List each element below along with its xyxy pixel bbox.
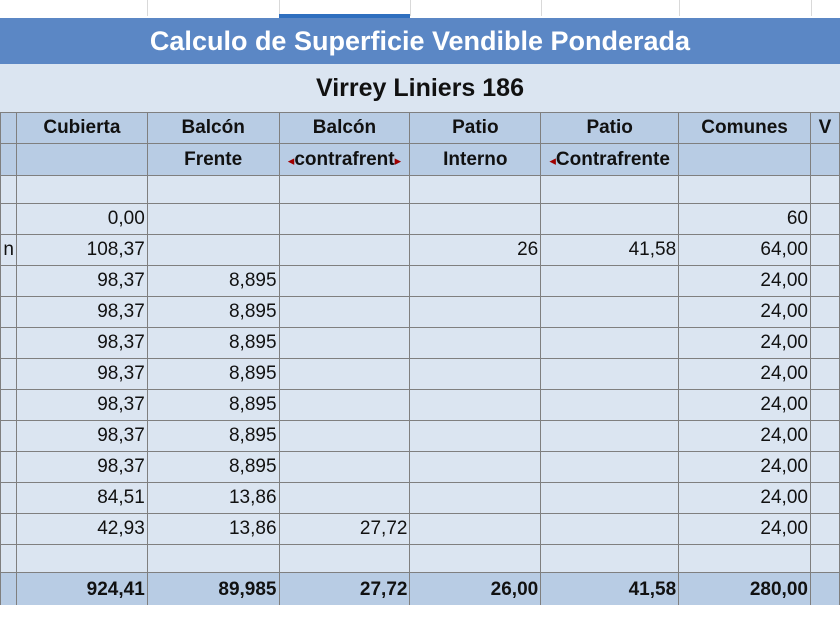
cell[interactable]	[541, 545, 679, 573]
cell[interactable]: 98,37	[16, 359, 147, 390]
cell[interactable]: 8,895	[147, 297, 279, 328]
spacer-row	[1, 545, 840, 573]
cell[interactable]: 64,00	[679, 235, 811, 266]
cell[interactable]: Frente	[147, 144, 279, 176]
cell[interactable]: 924,41	[16, 573, 147, 607]
cell[interactable]	[147, 204, 279, 235]
cell[interactable]: Interno	[410, 144, 541, 176]
table-row	[1, 514, 840, 545]
cell[interactable]	[541, 514, 679, 545]
table-row	[1, 204, 840, 235]
cell[interactable]	[679, 545, 811, 573]
sheet-title[interactable]: Calculo de Superficie Vendible Ponderada	[0, 18, 840, 64]
cell[interactable]: 98,37	[16, 328, 147, 359]
below-sheet-area	[0, 605, 840, 630]
table-row	[1, 483, 840, 514]
cell[interactable]: 8,895	[147, 421, 279, 452]
cell[interactable]: 98,37	[16, 266, 147, 297]
cell[interactable]	[1, 297, 17, 328]
table-row	[1, 266, 840, 297]
cell[interactable]	[541, 452, 679, 483]
cell[interactable]	[810, 144, 839, 176]
cell[interactable]: 27,72	[279, 573, 410, 607]
cell[interactable]: 24,00	[679, 359, 811, 390]
table-row	[1, 328, 840, 359]
cell[interactable]: 13,86	[147, 514, 279, 545]
cell[interactable]: 60	[679, 204, 811, 235]
cell[interactable]	[279, 266, 410, 297]
header-text: Contrafrente	[555, 148, 670, 170]
totals-row	[1, 573, 840, 607]
cell[interactable]: 24,00	[679, 452, 811, 483]
cell[interactable]	[1, 483, 17, 514]
cell[interactable]	[1, 514, 17, 545]
cell[interactable]	[410, 514, 541, 545]
cell[interactable]	[279, 235, 410, 266]
cell[interactable]	[810, 359, 839, 390]
cell[interactable]	[147, 235, 279, 266]
cell[interactable]	[1, 390, 17, 421]
cell[interactable]	[279, 144, 410, 176]
table-row	[1, 297, 840, 328]
cell[interactable]: 24,00	[679, 421, 811, 452]
cell[interactable]	[147, 545, 279, 573]
cell[interactable]: Cubierta	[16, 113, 147, 144]
cell[interactable]	[541, 176, 679, 204]
cell[interactable]	[410, 483, 541, 514]
cell[interactable]: 27,72	[279, 514, 410, 545]
cell[interactable]	[541, 204, 679, 235]
cell[interactable]	[147, 176, 279, 204]
cell[interactable]: 24,00	[679, 514, 811, 545]
cell[interactable]: 24,00	[679, 328, 811, 359]
cell[interactable]	[1, 573, 17, 607]
cell[interactable]: 8,895	[147, 390, 279, 421]
header-row	[1, 144, 840, 176]
cell[interactable]	[1, 452, 17, 483]
cell[interactable]	[279, 452, 410, 483]
cell[interactable]: 280,00	[679, 573, 811, 607]
cell[interactable]	[541, 328, 679, 359]
cell[interactable]: 89,985	[147, 573, 279, 607]
cell[interactable]: 8,895	[147, 359, 279, 390]
cell[interactable]	[279, 328, 410, 359]
cell[interactable]	[410, 545, 541, 573]
cell[interactable]	[541, 483, 679, 514]
cell[interactable]	[810, 483, 839, 514]
cell[interactable]	[1, 545, 17, 573]
cell[interactable]	[410, 390, 541, 421]
cell[interactable]	[1, 204, 17, 235]
cell[interactable]	[1, 359, 17, 390]
overflow-arrow-icon: ◂	[287, 152, 295, 168]
cell[interactable]: V	[810, 113, 839, 144]
cell[interactable]: Balcón	[279, 113, 410, 144]
data-table	[0, 112, 840, 607]
cell[interactable]: 24,00	[679, 390, 811, 421]
overflow-arrow-icon: ▸	[394, 152, 402, 168]
cell[interactable]	[810, 328, 839, 359]
cell[interactable]	[541, 266, 679, 297]
table-row	[1, 452, 840, 483]
cell[interactable]: 98,37	[16, 421, 147, 452]
cell[interactable]: Patio	[410, 113, 541, 144]
cell[interactable]: Patio	[541, 113, 679, 144]
sheet-subtitle[interactable]: Virrey Liniers 186	[0, 64, 840, 112]
table-row	[1, 421, 840, 452]
cell[interactable]: 26,00	[410, 573, 541, 607]
cell[interactable]: 24,00	[679, 297, 811, 328]
cell[interactable]: 8,895	[147, 452, 279, 483]
cell[interactable]: 98,37	[16, 452, 147, 483]
top-gridlines	[0, 0, 840, 16]
cell[interactable]	[810, 204, 839, 235]
cell[interactable]: 98,37	[16, 390, 147, 421]
cell[interactable]: 41,58	[541, 573, 679, 607]
cell[interactable]	[16, 176, 147, 204]
table-row	[1, 235, 840, 266]
cell[interactable]	[541, 144, 679, 176]
header-text: contrafrent	[294, 148, 395, 170]
cell[interactable]	[279, 545, 410, 573]
cell[interactable]	[410, 452, 541, 483]
cell[interactable]: 26	[410, 235, 541, 266]
cell[interactable]: 13,86	[147, 483, 279, 514]
cell[interactable]	[810, 390, 839, 421]
cell[interactable]	[16, 545, 147, 573]
cell[interactable]	[1, 176, 17, 204]
cell[interactable]: 108,37	[16, 235, 147, 266]
cell[interactable]: Comunes	[679, 113, 811, 144]
cell[interactable]	[810, 573, 839, 607]
cell[interactable]: 24,00	[679, 266, 811, 297]
cell[interactable]	[410, 176, 541, 204]
cell[interactable]: 8,895	[147, 266, 279, 297]
cell[interactable]	[810, 545, 839, 573]
cell[interactable]: n	[1, 235, 17, 266]
cell[interactable]: 98,37	[16, 297, 147, 328]
cell[interactable]	[810, 235, 839, 266]
cell[interactable]	[810, 452, 839, 483]
cell[interactable]	[1, 266, 17, 297]
cell[interactable]	[541, 359, 679, 390]
cell[interactable]	[410, 297, 541, 328]
cell[interactable]: Balcón	[147, 113, 279, 144]
spacer-row	[1, 176, 840, 204]
cell[interactable]	[679, 144, 811, 176]
cell[interactable]	[810, 421, 839, 452]
cell[interactable]: 0,00	[16, 204, 147, 235]
cell[interactable]	[279, 359, 410, 390]
cell[interactable]	[810, 266, 839, 297]
cell[interactable]	[810, 297, 839, 328]
header-row	[1, 113, 840, 144]
table-row	[1, 359, 840, 390]
cell[interactable]: 24,00	[679, 483, 811, 514]
cell[interactable]	[810, 176, 839, 204]
cell[interactable]	[1, 144, 17, 176]
cell[interactable]	[279, 421, 410, 452]
cell[interactable]	[410, 359, 541, 390]
table-row	[1, 390, 840, 421]
cell[interactable]	[410, 266, 541, 297]
cell[interactable]	[410, 328, 541, 359]
cell[interactable]	[541, 390, 679, 421]
cell[interactable]	[16, 144, 147, 176]
cell[interactable]	[541, 297, 679, 328]
cell[interactable]	[810, 514, 839, 545]
cell[interactable]: 41,58	[541, 235, 679, 266]
cell[interactable]	[410, 421, 541, 452]
cell[interactable]	[679, 176, 811, 204]
cell[interactable]	[279, 204, 410, 235]
cell[interactable]	[279, 176, 410, 204]
cell[interactable]	[1, 421, 17, 452]
cell[interactable]	[541, 421, 679, 452]
cell[interactable]	[279, 483, 410, 514]
cell[interactable]	[1, 328, 17, 359]
cell[interactable]	[410, 204, 541, 235]
cell[interactable]	[279, 297, 410, 328]
cell[interactable]	[279, 390, 410, 421]
overflow-arrow-icon: ◂	[549, 152, 556, 168]
cell[interactable]	[1, 113, 17, 144]
cell[interactable]: 84,51	[16, 483, 147, 514]
cell[interactable]: 42,93	[16, 514, 147, 545]
cell[interactable]: 8,895	[147, 328, 279, 359]
